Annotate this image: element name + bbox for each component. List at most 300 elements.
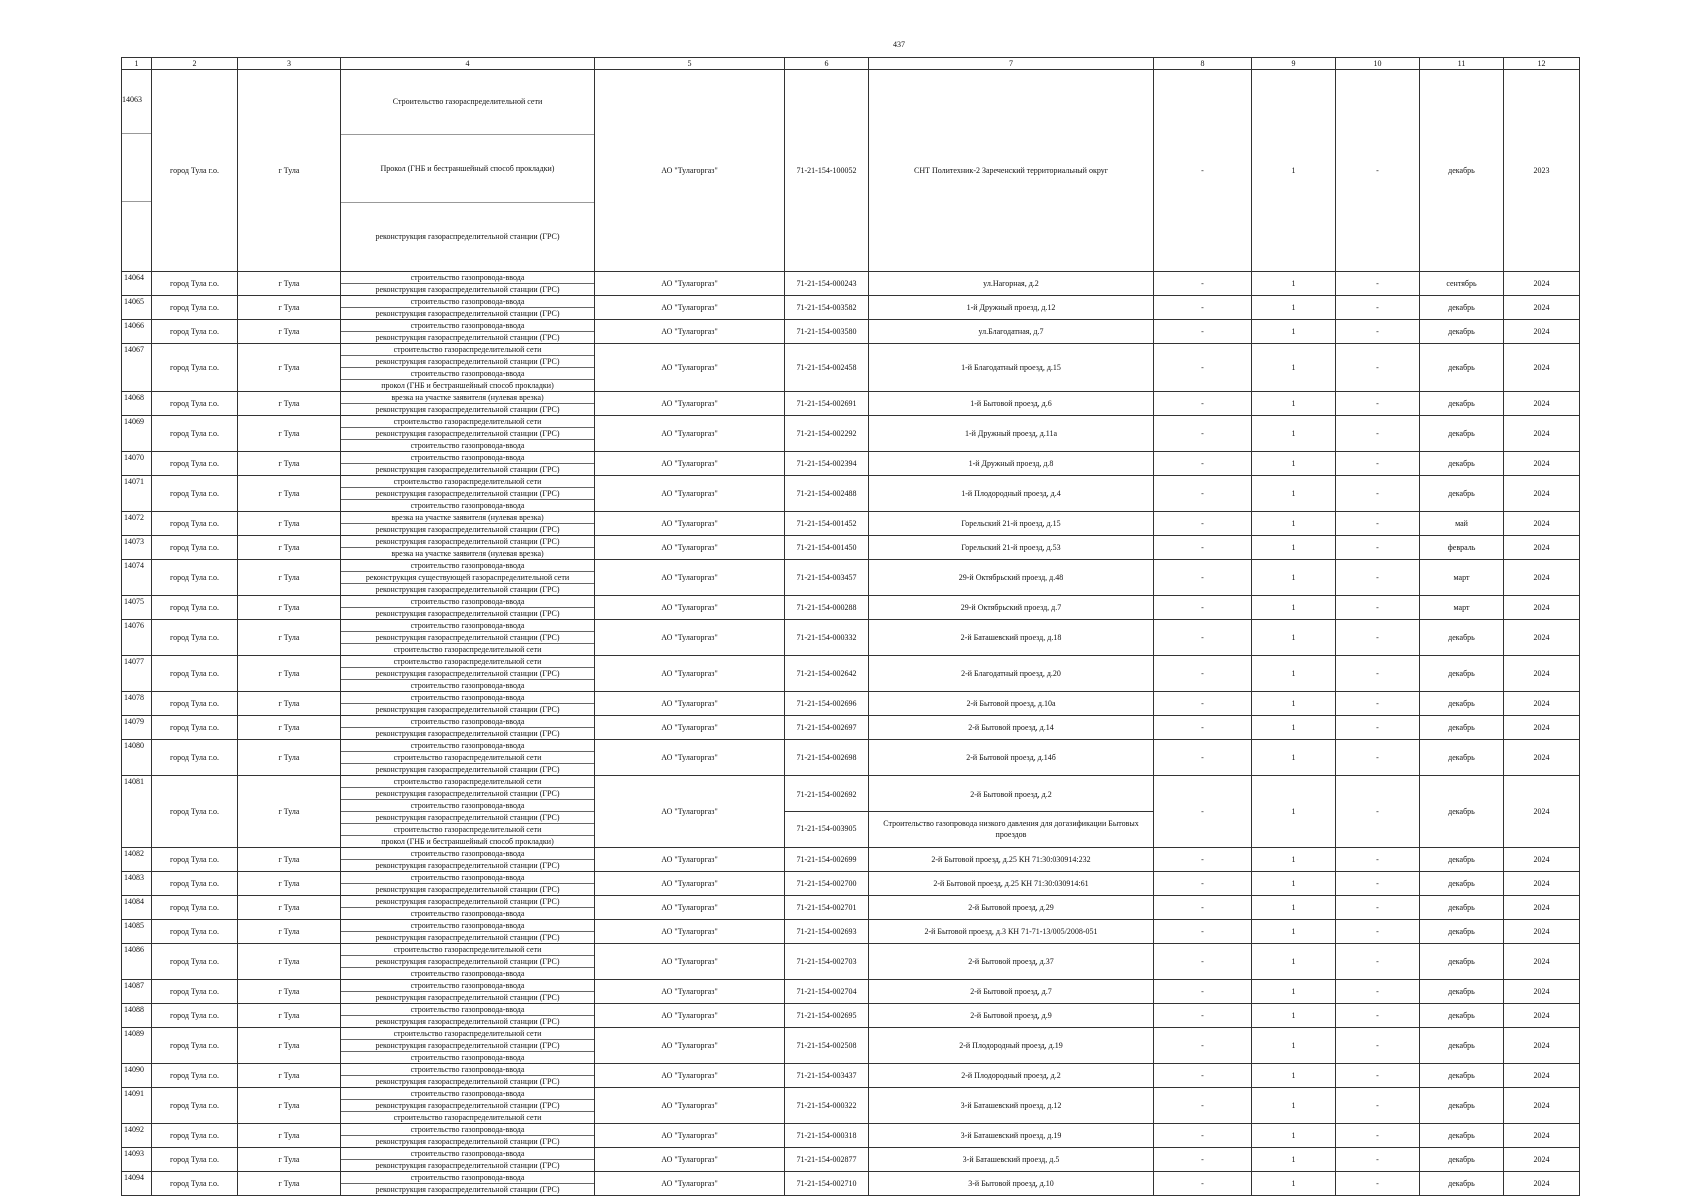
registry-table — [121, 57, 1580, 1196]
col9-cell: 1 — [1252, 272, 1336, 296]
works-cell — [341, 536, 595, 560]
work-line: строительство газопровода-ввода — [341, 272, 594, 284]
cadastral-cell: 71-21-154-002394 — [785, 452, 869, 476]
cadastral-cell — [785, 776, 869, 848]
col8-cell: - — [1154, 848, 1252, 872]
year-cell: 2024 — [1504, 944, 1580, 980]
table-row — [122, 620, 1580, 656]
col8-cell: - — [1154, 536, 1252, 560]
page-number: 437 — [893, 40, 905, 49]
locality-cell: г Тула — [238, 1088, 341, 1124]
month-cell: декабрь — [1420, 476, 1504, 512]
year-cell: 2024 — [1504, 740, 1580, 776]
column-number: 1 — [122, 58, 152, 70]
table-row — [122, 920, 1580, 944]
row-id: 14076 — [122, 620, 152, 656]
month-cell: декабрь — [1420, 1148, 1504, 1172]
cadastral-cell: 71-21-154-003582 — [785, 296, 869, 320]
works-cell — [341, 272, 595, 296]
municipality-cell: город Тула г.о. — [152, 296, 238, 320]
month-cell: декабрь — [1420, 1124, 1504, 1148]
municipality-cell: город Тула г.о. — [152, 896, 238, 920]
col10-cell: - — [1336, 1088, 1420, 1124]
month-cell: декабрь — [1420, 716, 1504, 740]
month-cell: декабрь — [1420, 944, 1504, 980]
cadastral-cell: 71-21-154-002697 — [785, 716, 869, 740]
locality-cell: г Тула — [238, 776, 341, 848]
work-line: строительство газопровода-ввода — [341, 872, 594, 884]
work-line: реконструкция газораспределительной станции (ГРС) — [341, 668, 594, 680]
locality-cell: г Тула — [238, 920, 341, 944]
year-cell: 2024 — [1504, 1148, 1580, 1172]
address-cell: 2-й Бытовой проезд, д.9 — [869, 1004, 1154, 1028]
address-cell: 29-й Октябрьский проезд, д.7 — [869, 596, 1154, 620]
work-line: строительство газопровода-ввода — [410, 681, 525, 690]
work-line: строительство газораспределительной сети — [341, 944, 594, 956]
cadastral-a: 71-21-154-002692 — [785, 778, 868, 812]
municipality-cell: город Тула г.о. — [152, 872, 238, 896]
works-cell — [341, 980, 595, 1004]
col10-cell: - — [1336, 296, 1420, 320]
col10-cell: - — [1336, 476, 1420, 512]
col10-cell: - — [1336, 848, 1420, 872]
cadastral-cell: 71-21-154-000318 — [785, 1124, 869, 1148]
operator-cell: АО "Тулагоргаз" — [595, 896, 785, 920]
locality-cell: г Тула — [238, 344, 341, 392]
work-line: строительство газораспределительной сети — [341, 476, 594, 488]
work-line: реконструкция газораспределительной станции (ГРС) — [375, 525, 560, 534]
locality-cell: г Тула — [238, 692, 341, 716]
year-cell: 2024 — [1504, 896, 1580, 920]
work-line: реконструкция газораспределительной станции (ГРС) — [375, 1017, 560, 1026]
address-cell: 2-й Благодатный проезд, д.20 — [869, 656, 1154, 692]
table-row — [122, 656, 1580, 692]
col10-cell: - — [1336, 452, 1420, 476]
col9-cell: 1 — [1252, 452, 1336, 476]
address-cell: 2-й Бытовой проезд, д.14б — [869, 740, 1154, 776]
row-id: 14069 — [122, 416, 152, 452]
work-line: строительство газопровода-ввода — [341, 716, 594, 728]
column-number: 8 — [1154, 58, 1252, 70]
col9-cell: 1 — [1252, 1124, 1336, 1148]
work-line: строительство газораспределительной сети — [393, 645, 542, 654]
address-cell: 1-й Дружный проезд, д.11а — [869, 416, 1154, 452]
operator-cell: АО "Тулагоргаз" — [595, 416, 785, 452]
municipality-cell: город Тула г.о. — [152, 980, 238, 1004]
work-line: врезка на участке заявителя (нулевая врезка) — [341, 512, 594, 524]
column-number: 11 — [1420, 58, 1504, 70]
work-line: строительство газопровода-ввода — [410, 969, 525, 978]
locality-cell: г Тула — [238, 512, 341, 536]
year-cell: 2024 — [1504, 416, 1580, 452]
column-number: 5 — [595, 58, 785, 70]
col9-cell: 1 — [1252, 872, 1336, 896]
locality-cell: г Тула — [238, 656, 341, 692]
table-row — [122, 536, 1580, 560]
municipality-cell: город Тула г.о. — [152, 920, 238, 944]
work-line: строительство газопровода-ввода — [341, 560, 594, 572]
col8-cell: - — [1154, 1088, 1252, 1124]
municipality-cell: город Тула г.о. — [152, 692, 238, 716]
year-cell: 2024 — [1504, 452, 1580, 476]
col10-cell: - — [1336, 740, 1420, 776]
address-cell: 2-й Бытовой проезд, д.37 — [869, 944, 1154, 980]
works-cell — [341, 320, 595, 344]
operator-cell: АО "Тулагоргаз" — [595, 296, 785, 320]
col9-cell: 1 — [1252, 596, 1336, 620]
municipality-cell: город Тула г.о. — [152, 740, 238, 776]
row-id: 14089 — [122, 1028, 152, 1064]
address-cell: 2-й Бытовой проезд, д.14 — [869, 716, 1154, 740]
month-cell: май — [1420, 512, 1504, 536]
cadastral-cell: 71-21-154-000332 — [785, 620, 869, 656]
operator-cell: АО "Тулагоргаз" — [595, 980, 785, 1004]
row-id: 14066 — [122, 320, 152, 344]
cadastral-cell: 71-21-154-002691 — [785, 392, 869, 416]
year-cell: 2024 — [1504, 536, 1580, 560]
col10-cell: - — [1336, 620, 1420, 656]
municipality-cell: город Тула г.о. — [152, 1172, 238, 1196]
month-cell: март — [1420, 560, 1504, 596]
year-cell: 2024 — [1504, 776, 1580, 848]
cadastral-cell: 71-21-154-002642 — [785, 656, 869, 692]
work-line: реконструкция газораспределительной станции (ГРС) — [375, 933, 560, 942]
municipality-cell: город Тула г.о. — [152, 320, 238, 344]
cadastral-cell: 71-21-154-002696 — [785, 692, 869, 716]
address-cell: 2-й Бытовой проезд, д.25 КН 71:30:030914:61 — [869, 872, 1154, 896]
col10-cell: - — [1336, 596, 1420, 620]
col10-cell: - — [1336, 872, 1420, 896]
row-id: 14083 — [122, 872, 152, 896]
year-cell: 2024 — [1504, 320, 1580, 344]
col10-cell: - — [1336, 716, 1420, 740]
work-line: строительство газопровода-ввода — [341, 692, 594, 704]
col10-cell: - — [1336, 776, 1420, 848]
column-number: 7 — [869, 58, 1154, 70]
work-line: реконструкция газораспределительной станции (ГРС) — [341, 1040, 594, 1052]
col10-cell: - — [1336, 656, 1420, 692]
work-line: строительство газораспределительной сети — [341, 656, 594, 668]
work-line: строительство газопровода-ввода — [410, 909, 525, 918]
month-cell: сентябрь — [1420, 272, 1504, 296]
work-line: прокол (ГНБ и бестраншейный способ прокладки) — [381, 381, 554, 390]
municipality-cell: город Тула г.о. — [152, 1124, 238, 1148]
row-id: 14078 — [122, 692, 152, 716]
row-id-spacer — [122, 202, 151, 270]
municipality-cell: город Тула г.о. — [152, 1004, 238, 1028]
row-id: 14071 — [122, 476, 152, 512]
year-cell: 2024 — [1504, 1088, 1580, 1124]
cadastral-cell: 71-21-154-002704 — [785, 980, 869, 1004]
row-id: 14093 — [122, 1148, 152, 1172]
year-cell: 2024 — [1504, 1172, 1580, 1196]
work-line: строительство газопровода-ввода — [341, 1088, 594, 1100]
work-line: реконструкция газораспределительной станции (ГРС) — [375, 1137, 560, 1146]
col8-cell: - — [1154, 980, 1252, 1004]
work-line: реконструкция газораспределительной станции (ГРС) — [341, 428, 594, 440]
work-line: реконструкция газораспределительной станции (ГРС) — [341, 896, 594, 908]
works-cell — [341, 692, 595, 716]
col8-cell: - — [1154, 740, 1252, 776]
cadastral-cell: 71-21-154-002698 — [785, 740, 869, 776]
col9-cell: 1 — [1252, 1028, 1336, 1064]
locality-cell: г Тула — [238, 452, 341, 476]
locality-cell: г Тула — [238, 1172, 341, 1196]
row-id: 14070 — [122, 452, 152, 476]
address-cell: 2-й Бытовой проезд, д.10а — [869, 692, 1154, 716]
table-row — [122, 476, 1580, 512]
address-cell: 29-й Октябрьский проезд, д.48 — [869, 560, 1154, 596]
year-cell: 2024 — [1504, 1124, 1580, 1148]
work-line: Строительство газораспределительной сети — [341, 70, 594, 135]
work-line: реконструкция газораспределительной станции (ГРС) — [375, 1077, 560, 1086]
month-cell: декабрь — [1420, 896, 1504, 920]
year-cell: 2024 — [1504, 344, 1580, 392]
col9-cell: 1 — [1252, 896, 1336, 920]
work-line: реконструкция газораспределительной станции (ГРС) — [375, 885, 560, 894]
col8-cell: - — [1154, 1064, 1252, 1088]
municipality-cell: город Тула г.о. — [152, 392, 238, 416]
month-cell: декабрь — [1420, 320, 1504, 344]
col8-cell: - — [1154, 920, 1252, 944]
cadastral-cell: 71-21-154-003457 — [785, 560, 869, 596]
col9-cell: 1 — [1252, 476, 1336, 512]
col9-cell: 1 — [1252, 656, 1336, 692]
col10-cell: - — [1336, 1004, 1420, 1028]
municipality-cell: город Тула г.о. — [152, 452, 238, 476]
col9-cell: 1 — [1252, 944, 1336, 980]
works-cell — [341, 1064, 595, 1088]
locality-cell: г Тула — [238, 980, 341, 1004]
work-line: строительство газопровода-ввода — [341, 920, 594, 932]
row-id: 14090 — [122, 1064, 152, 1088]
operator-cell: АО "Тулагоргаз" — [595, 476, 785, 512]
month-cell: декабрь — [1420, 920, 1504, 944]
work-line: строительство газопровода-ввода — [341, 320, 594, 332]
cadastral-b: 71-21-154-003905 — [796, 824, 857, 833]
year-cell: 2024 — [1504, 272, 1580, 296]
row-id: 14073 — [122, 536, 152, 560]
works-cell — [341, 944, 595, 980]
month-cell: декабрь — [1420, 1064, 1504, 1088]
operator-cell: АО "Тулагоргаз" — [595, 1028, 785, 1064]
address-cell: 3-й Баташевский проезд, д.19 — [869, 1124, 1154, 1148]
operator-cell: АО "Тулагоргаз" — [595, 740, 785, 776]
table-row — [122, 512, 1580, 536]
work-line: строительство газораспределительной сети — [341, 1028, 594, 1040]
table-row — [122, 848, 1580, 872]
operator-cell: АО "Тулагоргаз" — [595, 1124, 785, 1148]
table-row — [122, 776, 1580, 848]
work-line: реконструкция газораспределительной станции (ГРС) — [375, 765, 560, 774]
work-line: строительство газораспределительной сети — [393, 1113, 542, 1122]
work-line: реконструкция газораспределительной станции (ГРС) — [341, 536, 594, 548]
month-cell: декабрь — [1420, 776, 1504, 848]
col9-cell: 1 — [1252, 716, 1336, 740]
col9-cell: 1 — [1252, 740, 1336, 776]
row-id: 14092 — [122, 1124, 152, 1148]
municipality-cell: город Тула г.о. — [152, 344, 238, 392]
col8-cell: - — [1154, 716, 1252, 740]
locality-cell: г Тула — [238, 560, 341, 596]
works-cell — [341, 1124, 595, 1148]
address-cell: 2-й Баташевский проезд, д.18 — [869, 620, 1154, 656]
operator-cell: АО "Тулагоргаз" — [595, 1004, 785, 1028]
works-cell — [341, 620, 595, 656]
locality-cell: г Тула — [238, 620, 341, 656]
work-line: реконструкция газораспределительной станции (ГРС) — [341, 356, 594, 368]
table-row — [122, 1172, 1580, 1196]
municipality-cell: город Тула г.о. — [152, 416, 238, 452]
address-cell: 3-й Баташевский проезд, д.12 — [869, 1088, 1154, 1124]
work-line: Прокол (ГНБ и бестраншейный способ прокладки) — [341, 135, 594, 203]
month-cell: декабрь — [1420, 392, 1504, 416]
col9-cell: 1 — [1252, 296, 1336, 320]
municipality-cell: город Тула г.о. — [152, 272, 238, 296]
address-cell: 1-й Плодородный проезд, д.4 — [869, 476, 1154, 512]
table-row — [122, 416, 1580, 452]
operator-cell: АО "Тулагоргаз" — [595, 716, 785, 740]
column-number: 4 — [341, 58, 595, 70]
work-line: реконструкция газораспределительной станции (ГРС) — [375, 285, 560, 294]
month-cell: декабрь — [1420, 620, 1504, 656]
month-cell: декабрь — [1420, 1004, 1504, 1028]
col9-cell: 1 — [1252, 512, 1336, 536]
work-line: реконструкция газораспределительной станции (ГРС) — [341, 812, 594, 824]
month-cell: февраль — [1420, 536, 1504, 560]
locality-cell: г Тула — [238, 536, 341, 560]
col8-cell: - — [1154, 776, 1252, 848]
table-row — [122, 1004, 1580, 1028]
work-line: реконструкция газораспределительной станции (ГРС) — [341, 488, 594, 500]
row-id: 14088 — [122, 1004, 152, 1028]
municipality-cell: город Тула г.о. — [152, 620, 238, 656]
work-line: реконструкция газораспределительной станции (ГРС) — [375, 232, 560, 241]
address-cell: 2-й Бытовой проезд, д.25 КН 71:30:030914:232 — [869, 848, 1154, 872]
col10-cell: - — [1336, 1028, 1420, 1064]
row-id: 14077 — [122, 656, 152, 692]
locality-cell: г Тула — [238, 944, 341, 980]
works-cell — [341, 1088, 595, 1124]
col10-cell: - — [1336, 70, 1420, 272]
cadastral-cell: 71-21-154-002700 — [785, 872, 869, 896]
col10-cell: - — [1336, 1064, 1420, 1088]
locality-cell: г Тула — [238, 296, 341, 320]
works-cell — [341, 296, 595, 320]
operator-cell: АО "Тулагоргаз" — [595, 920, 785, 944]
year-cell: 2024 — [1504, 296, 1580, 320]
locality-cell: г Тула — [238, 392, 341, 416]
work-line: строительство газораспределительной сети — [341, 752, 594, 764]
work-line: строительство газораспределительной сети — [341, 416, 594, 428]
year-cell: 2024 — [1504, 1064, 1580, 1088]
works-cell — [341, 716, 595, 740]
col9-cell: 1 — [1252, 620, 1336, 656]
address-cell: СНТ Политехник-2 Зареченский территориальный округ — [869, 70, 1154, 272]
year-cell: 2024 — [1504, 596, 1580, 620]
municipality-cell: город Тула г.о. — [152, 1088, 238, 1124]
operator-cell: АО "Тулагоргаз" — [595, 320, 785, 344]
municipality-cell: город Тула г.о. — [152, 716, 238, 740]
work-line: строительство газопровода-ввода — [341, 620, 594, 632]
col9-cell: 1 — [1252, 1064, 1336, 1088]
col10-cell: - — [1336, 536, 1420, 560]
table-row — [122, 320, 1580, 344]
month-cell: декабрь — [1420, 1088, 1504, 1124]
work-line: реконструкция газораспределительной станции (ГРС) — [375, 1161, 560, 1170]
col9-cell: 1 — [1252, 776, 1336, 848]
table-row — [122, 1124, 1580, 1148]
month-cell: декабрь — [1420, 848, 1504, 872]
works-cell — [341, 560, 595, 596]
cadastral-cell: 71-21-154-002877 — [785, 1148, 869, 1172]
month-cell: декабрь — [1420, 452, 1504, 476]
operator-cell: АО "Тулагоргаз" — [595, 1148, 785, 1172]
col8-cell: - — [1154, 1148, 1252, 1172]
column-number-row — [122, 58, 1580, 70]
locality-cell: г Тула — [238, 848, 341, 872]
col8-cell: - — [1154, 416, 1252, 452]
col10-cell: - — [1336, 980, 1420, 1004]
locality-cell: г Тула — [238, 872, 341, 896]
table-row — [122, 560, 1580, 596]
col8-cell: - — [1154, 296, 1252, 320]
col8-cell: - — [1154, 452, 1252, 476]
year-cell: 2024 — [1504, 920, 1580, 944]
municipality-cell: город Тула г.о. — [152, 1028, 238, 1064]
work-line: реконструкция газораспределительной станции (ГРС) — [375, 993, 560, 1002]
address-cell: 2-й Бытовой проезд, д.3 КН 71-71-13/005/2008-051 — [869, 920, 1154, 944]
operator-cell: АО "Тулагоргаз" — [595, 872, 785, 896]
col9-cell: 1 — [1252, 920, 1336, 944]
works-cell — [341, 392, 595, 416]
address-cell: 3-й Баташевский проезд, д.5 — [869, 1148, 1154, 1172]
row-id: 14072 — [122, 512, 152, 536]
work-line: строительство газораспределительной сети — [341, 824, 594, 836]
municipality-cell: город Тула г.о. — [152, 512, 238, 536]
work-line: строительство газопровода-ввода — [341, 296, 594, 308]
col9-cell: 1 — [1252, 1172, 1336, 1196]
col9-cell: 1 — [1252, 1004, 1336, 1028]
year-cell: 2024 — [1504, 620, 1580, 656]
table-row — [122, 1148, 1580, 1172]
table-row — [122, 596, 1580, 620]
cadastral-cell: 71-21-154-000288 — [785, 596, 869, 620]
work-line: строительство газопровода-ввода — [341, 1004, 594, 1016]
col9-cell: 1 — [1252, 560, 1336, 596]
col10-cell: - — [1336, 512, 1420, 536]
operator-cell: АО "Тулагоргаз" — [595, 596, 785, 620]
address-cell: Горельский 21-й проезд, д.53 — [869, 536, 1154, 560]
work-line: реконструкция существующей газораспределительной сети — [341, 572, 594, 584]
column-number: 6 — [785, 58, 869, 70]
table-row — [122, 70, 1580, 272]
work-line: строительство газопровода-ввода — [341, 368, 594, 380]
col10-cell: - — [1336, 392, 1420, 416]
works-cell — [341, 70, 595, 272]
operator-cell: АО "Тулагоргаз" — [595, 620, 785, 656]
work-line: реконструкция газораспределительной станции (ГРС) — [341, 632, 594, 644]
row-id: 14085 — [122, 920, 152, 944]
municipality-cell: город Тула г.о. — [152, 1064, 238, 1088]
row-id: 14080 — [122, 740, 152, 776]
work-line: реконструкция газораспределительной станции (ГРС) — [375, 861, 560, 870]
col8-cell: - — [1154, 392, 1252, 416]
row-id: 14087 — [122, 980, 152, 1004]
col8-cell: - — [1154, 272, 1252, 296]
works-cell — [341, 476, 595, 512]
work-line: строительство газопровода-ввода — [341, 1064, 594, 1076]
